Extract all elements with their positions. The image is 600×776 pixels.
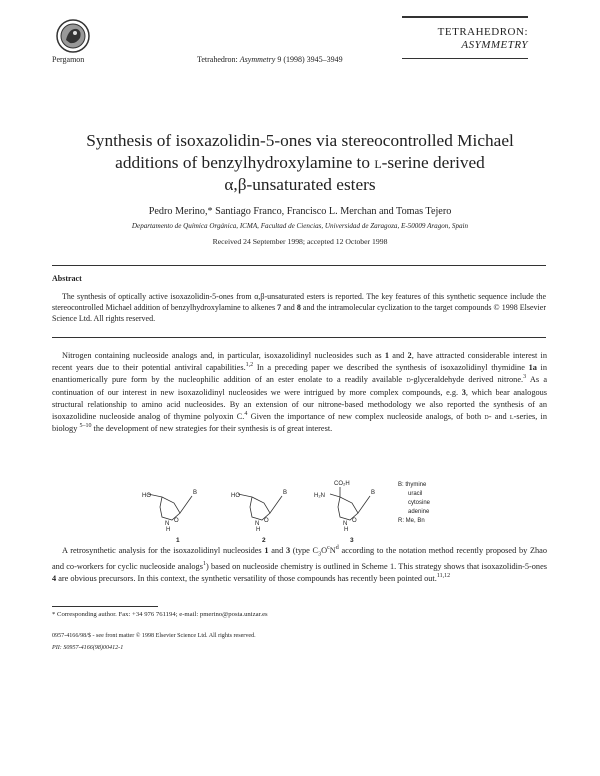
compound-3-number: 3 xyxy=(350,537,354,544)
s3-co2h-label: CO₂H xyxy=(334,481,350,487)
journal-name-line1: TETRAHEDRON: xyxy=(437,26,528,38)
s1-n-label: N xyxy=(165,521,170,527)
authors: Pedro Merino,* Santiago Franco, Francisco L. Merchan and Tomas Tejero xyxy=(148,206,452,217)
s2-ho-label: HO xyxy=(231,493,240,499)
legend-line-5: R: Me, Bn xyxy=(398,518,425,524)
abstract-text: The synthesis of optically active isoxazolidin-5-ones from α,β-unsaturated esters is reported. The key features of this synthetic sequence include the stereocontrolled Michael addition of benzylhydroxylamine to alkenes 7 and 8 and the intramolecular cyclization to the target compounds © 1998 Elsevier Science Ltd. All rights reserved. xyxy=(52,292,546,323)
abstract-top-rule xyxy=(52,265,546,266)
affiliation: Departamento de Química Orgánica, ICMA, Facultad de Ciencias, Universidad de Zaragoza, E-50009 Aragon, Spain xyxy=(131,222,469,230)
s1-o-label: O xyxy=(174,518,179,524)
legend-line-1: B: thymine xyxy=(398,482,427,488)
publisher-logo xyxy=(55,18,91,54)
abstract-heading: Abstract xyxy=(52,274,82,283)
abstract-bottom-rule xyxy=(52,337,546,338)
s3-o-label: O xyxy=(352,518,357,524)
journal-name-line2: ASYMMETRY xyxy=(461,39,528,51)
footnote-rule xyxy=(52,606,158,607)
structure-3 xyxy=(330,487,370,520)
s2-n-label: N xyxy=(255,521,260,527)
pii-line: PII: S0957-4166(98)00412-1 xyxy=(52,645,124,651)
s2-b-label: B xyxy=(283,490,288,496)
journal-masthead xyxy=(402,16,528,59)
s1-b-label: B xyxy=(193,490,198,496)
s2-h-label: H xyxy=(256,527,261,533)
received-dates: Received 24 September 1998; accepted 12 October 1998 xyxy=(212,237,388,246)
corresponding-author-footnote: * Corresponding author. Fax: +34 976 761194; e-mail: pmerino@posta.unizar.es xyxy=(52,611,268,618)
body-paragraph-2: A retrosynthetic analysis for the isoxazolidinyl nucleosides 1 and 3 (type $C_3O^cN^d$ according to the notation method recently proposed by Zhao and co-workers for cyclic nucleoside analogs$^1$) based on nucleoside chemistry is outlined in Scheme 1. This strategy shows that isoxazolidin-5-ones 4 are obvious precursors. In this context, the synthetic versatility of those compounds has recently been pointed out.$^{11,12}$ xyxy=(52,545,547,584)
s1-h-label: H xyxy=(166,527,171,533)
s3-h2n-label: H₂N xyxy=(314,493,325,499)
chemical-structures-figure xyxy=(140,480,500,545)
body-paragraph-1: Nitrogen containing nucleoside analogs and, in particular, isoxazolidinyl nucleosides such as 1 and 2, have attracted considerable interest in recent years due to their potential antiviral capabilities.$^{1,2}$ In a preceding paper we described the synthesis of isoxazolidinyl thymidine 1a in enantiomerically pure form by the nucleophilic addition of an ester enolate to a readily available d-glyceraldehyde derived nitrone.$^3$ As a continuation of our interest in new isoxazolidinyl nucleosides we were intrigued by more complex compounds, e.g. 3, which bear analogous structural relationship to amino acid nucleosides. By an extension of our nitrone-based methodology we also reported the synthesis of an isoxazolidine nucleoside analog of thymine polyoxin C.$^4$ Given the importance of new complex nucleoside analogs, of both d- and l-series, in biology $^{5-10}$ the development of new strategies for their synthesis is of great interest. xyxy=(52,351,548,434)
structure-2 xyxy=(238,494,282,520)
legend-line-3: cytosine xyxy=(408,500,431,506)
article-title: Synthesis of isoxazolidin-5-ones via stereocontrolled Michael additions of benzylhydroxylamine to l-serine derived α,β-unsaturated esters xyxy=(86,131,514,194)
legend-line-2: uracil xyxy=(408,491,423,497)
compound-2-number: 2 xyxy=(262,537,266,544)
s1-ho-label: HO xyxy=(142,493,151,499)
compound-1-number: 1 xyxy=(176,537,180,544)
structure-1 xyxy=(148,494,192,520)
journal-reference: Tetrahedron: Asymmetry 9 (1998) 3945–3949 xyxy=(197,55,343,64)
publisher-name: Pergamon xyxy=(52,55,85,64)
s3-h-label: H xyxy=(344,527,349,533)
copyright-line: 0957-4166/98/$ - see front matter © 1998 Elsevier Science Ltd. All rights reserved. xyxy=(52,633,256,639)
s3-n-label: N xyxy=(343,521,348,527)
s3-b-label: B xyxy=(371,490,376,496)
s2-o-label: O xyxy=(264,518,269,524)
legend-line-4: adenine xyxy=(408,509,430,515)
